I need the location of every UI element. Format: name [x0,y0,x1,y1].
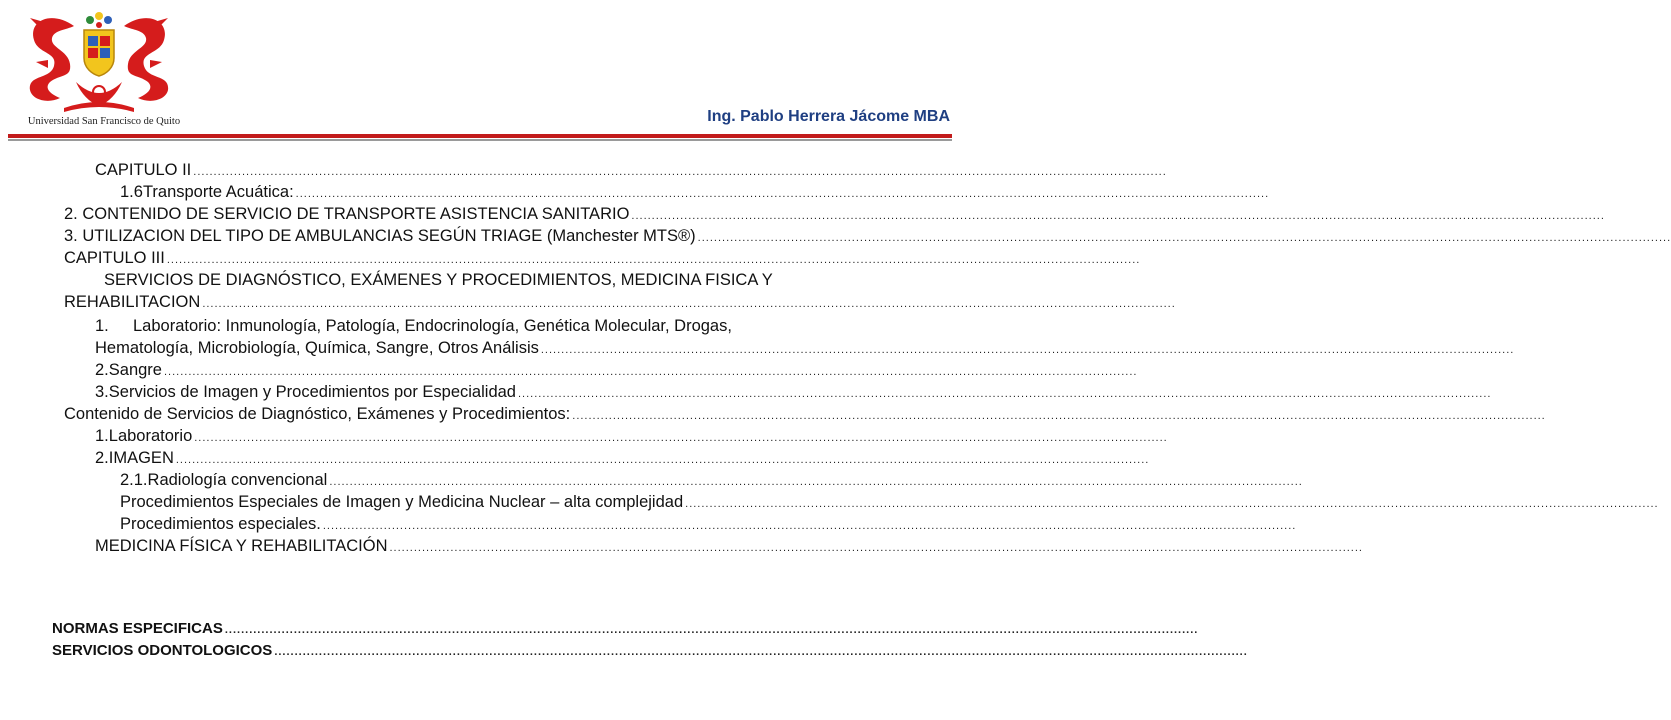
toc-text: Servicios de Imagen y Procedimientos por Especialidad [108,383,516,401]
toc-leader: ................................................................................................................................................................................................................................................ [572,410,1546,422]
toc-number: 1. [95,427,109,445]
toc-text: Laboratorio: Inmunología, Patología, Endocrinología, Genética Molecular, Drogas, [133,317,732,335]
header-divider-gray [8,139,952,141]
toc-text: Procedimientos Especiales de Imagen y Medicina Nuclear – alta complejidad [120,493,684,511]
toc-entry-transporte-acuatica [120,182,1270,205]
toc-leader: ................................................................................................................................................................................................................................................ [389,542,1363,554]
toc-entry-normas-especificas [52,618,1199,641]
toc-text: 2. CONTENIDO DE SERVICIO DE TRANSPORTE ASISTENCIA SANITARIO [64,205,630,223]
toc-leader: ................................................................................................................................................................................................................................................ [166,254,1141,266]
toc-text: REHABILITACION [64,293,201,311]
dragon-crest-icon [14,8,184,118]
toc-entry-radiologia [120,470,1303,493]
toc-entry-procedimientos-especiales-imagen [120,492,1659,515]
toc-text: Laboratorio [108,427,193,445]
toc-text: Radiología convencional [147,471,328,489]
toc-leader: ................................................................................................................................................................................................................................................ [631,210,1605,222]
toc-entry-contenido-servicios [64,404,1546,427]
logo-caption: Universidad San Francisco de Quito [27,116,181,127]
toc-entry-capitulo-ii [95,160,1167,183]
toc-text: MEDICINA FÍSICA Y REHABILITACIÓN [95,537,388,555]
toc-entry-imagen [95,448,1150,471]
toc-leader: ................................................................................................................................................................................................................................................ [175,454,1150,466]
toc-leader: ................................................................................................................................................................................................................................................ [329,476,1303,488]
toc-number: 2. [95,361,109,379]
toc-number: 2. [95,449,109,467]
toc-entry-rehabilitacion [64,292,1176,315]
toc-entry-laboratorio [95,426,1168,449]
toc-text: Sangre [108,361,162,379]
toc-text: Contenido de Servicios de Diagnóstico, Exámenes y Procedimientos: [64,405,571,423]
toc-number: 2.1. [120,471,148,489]
toc-entry-servicios-diagnostico-line1: SERVICIOS DE DIAGNÓSTICO, EXÁMENES Y PROCEDIMIENTOS, MEDICINA FISICA Y [104,271,773,289]
toc-leader: ................................................................................................................................................................................................................................................ [274,646,1248,658]
toc-text: Transporte Acuática: [142,183,294,201]
header-divider-red [8,134,952,138]
toc-text: Procedimientos especiales. [120,515,321,533]
toc-leader: ................................................................................................................................................................................................................................................ [163,366,1138,378]
toc-text: 3. UTILIZACION DEL TIPO DE AMBULANCIAS SEGÚN TRIAGE (Manchester MTS®) [64,227,696,245]
author-name: Ing. Pablo Herrera Jácome MBA [707,108,950,125]
toc-leader: ................................................................................................................................................................................................................................................ [194,432,1168,444]
toc-leader: ................................................................................................................................................................................................................................................ [540,344,1515,356]
toc-entry-procedimientos-especiales [120,514,1297,537]
toc-text: Hematología, Microbiología, Química, Sangre, Otros Análisis [95,339,539,357]
toc-leader: ................................................................................................................................................................................................................................................ [193,166,1167,178]
toc-leader: ................................................................................................................................................................................................................................................ [517,388,1492,400]
toc-entry-capitulo-iii [64,248,1141,271]
toc-entry-sangre [95,360,1138,383]
toc-leader: ................................................................................................................................................................................................................................................ [697,232,1671,244]
toc-number: 3. [95,383,109,401]
toc-text: SERVICIOS ODONTOLOGICOS [52,642,273,659]
toc-text: CAPITULO III [64,249,165,267]
toc-entry-contenido-transporte [64,204,1605,227]
university-logo [14,8,184,136]
toc-number: 1.6 [120,183,143,201]
toc-leader: ................................................................................................................................................................................................................................................ [322,520,1297,532]
toc-leader: ................................................................................................................................................................................................................................................ [224,624,1199,636]
toc-leader: ................................................................................................................................................................................................................................................ [202,298,1176,310]
toc-leader: ................................................................................................................................................................................................................................................ [295,188,1270,200]
toc-entry-medicina-fisica [95,536,1363,559]
toc-entry-servicios-odontologicos [52,640,1248,663]
toc-entry-laboratorio-line2 [95,338,1515,361]
toc-leader: ................................................................................................................................................................................................................................................ [685,498,1659,510]
toc-text: IMAGEN [108,449,174,467]
toc-number: 1. [95,317,109,335]
toc-text: CAPITULO II [95,161,192,179]
toc-entry-servicios-imagen [95,382,1492,405]
toc-entry-ambulancias-triage [64,226,1671,249]
toc-entry-laboratorio-line1 [95,316,732,337]
toc-text: NORMAS ESPECIFICAS [52,620,223,637]
